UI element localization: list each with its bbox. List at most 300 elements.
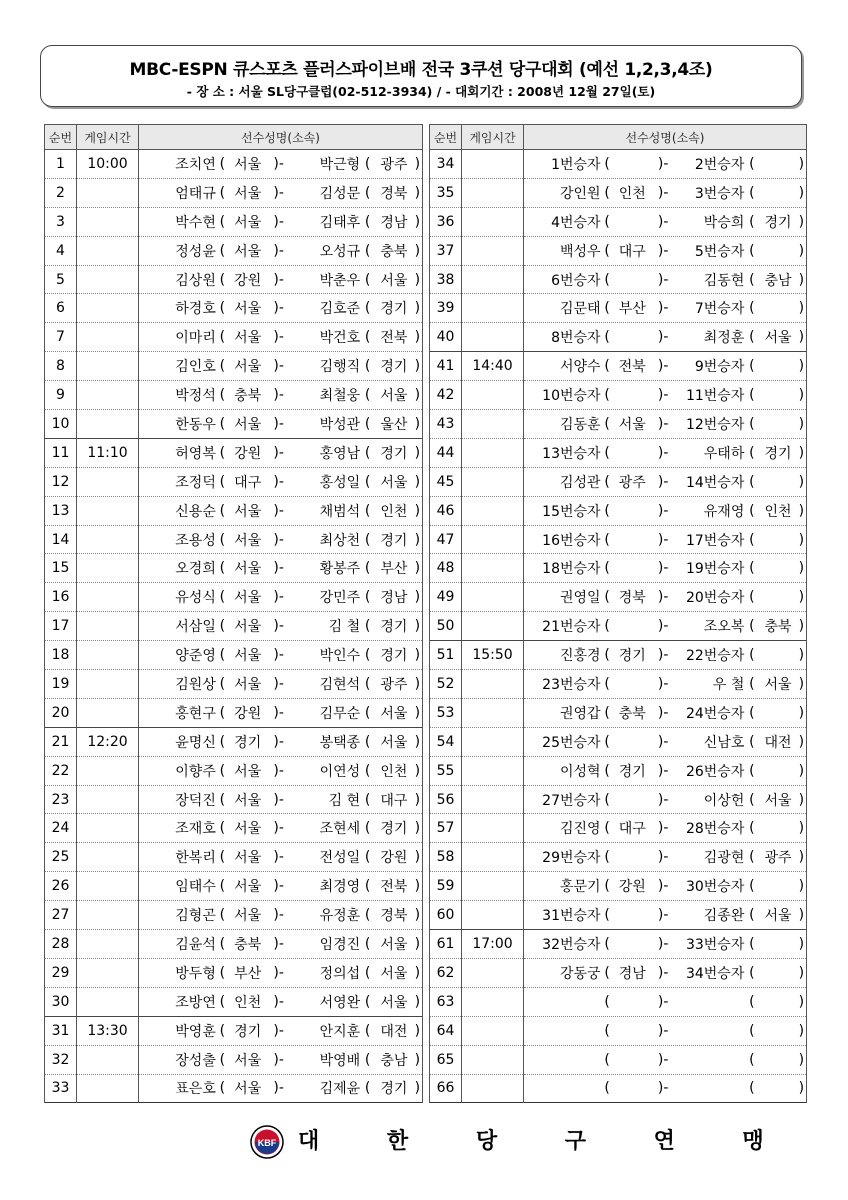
separator: )- — [657, 560, 669, 577]
paren-close: ) — [798, 993, 805, 1010]
match-number: 53 — [430, 698, 462, 727]
player-1-name: 정성윤 — [175, 243, 216, 260]
player-1-name: 오경희 — [175, 561, 216, 578]
players-cell — [524, 438, 807, 467]
players-cell — [139, 554, 423, 583]
paren-open: ( — [219, 618, 226, 635]
player-1-affiliation: 인천 — [618, 185, 646, 202]
paren-close: ) — [798, 155, 805, 172]
player-1-affiliation: 서울 — [234, 676, 262, 693]
player-2-name: 유정훈 — [319, 908, 361, 925]
player-2-affiliation: 울산 — [380, 416, 408, 433]
table-row — [45, 785, 423, 814]
game-time — [77, 814, 139, 843]
players-cell — [524, 843, 807, 872]
separator: )- — [657, 415, 669, 432]
paren-open: ( — [364, 907, 371, 924]
paren-open: ( — [219, 184, 226, 201]
paren-open: ( — [749, 329, 755, 346]
paren-close: ) — [798, 1080, 805, 1097]
game-time — [77, 352, 139, 381]
paren-open: ( — [749, 473, 755, 490]
player-2-name: 박인수 — [319, 648, 361, 665]
table-row — [45, 843, 423, 872]
players-cell — [139, 958, 423, 987]
paren-open: ( — [364, 589, 371, 606]
paren-open: ( — [749, 733, 755, 750]
match-number: 58 — [430, 843, 462, 872]
player-1-affiliation: 강원 — [234, 272, 262, 289]
game-time — [77, 1074, 139, 1103]
game-time — [462, 496, 524, 525]
paren-open: ( — [364, 531, 371, 548]
game-time — [77, 265, 139, 294]
table-row — [430, 294, 807, 323]
paren-open: ( — [749, 1051, 755, 1068]
player-1-affiliation: 서울 — [234, 850, 262, 867]
col-header-players: 선수성명(소속) — [139, 125, 423, 150]
paren-open: ( — [219, 502, 226, 519]
game-time — [462, 467, 524, 496]
player-1-name: 8번승자 — [551, 330, 601, 347]
game-time — [77, 236, 139, 265]
separator: )- — [657, 820, 669, 837]
players-cell — [139, 670, 423, 699]
table-row — [45, 178, 423, 207]
paren-close: ) — [798, 935, 805, 952]
paren-open: ( — [749, 704, 755, 721]
paren-open: ( — [604, 878, 610, 895]
player-2-affiliation: 경기 — [380, 648, 408, 665]
table-row — [430, 352, 807, 381]
game-time — [77, 381, 139, 410]
players-cell — [524, 814, 807, 843]
paren-close: ) — [414, 184, 421, 201]
game-time — [462, 294, 524, 323]
paren-open: ( — [749, 444, 755, 461]
game-time — [462, 150, 524, 179]
players-cell — [139, 612, 423, 641]
game-time — [77, 641, 139, 670]
separator: )- — [273, 358, 284, 375]
players-cell — [139, 438, 423, 467]
match-number: 26 — [45, 872, 77, 901]
player-2-affiliation: 서울 — [380, 272, 408, 289]
player-1-name: 25번승자 — [542, 734, 601, 751]
table-row — [45, 438, 423, 467]
paren-open: ( — [219, 213, 226, 230]
game-time: 14:40 — [462, 352, 524, 381]
player-2-name: 최상천 — [319, 532, 361, 549]
paren-close: ) — [798, 618, 805, 635]
player-1-name: 이마리 — [175, 330, 216, 347]
paren-open: ( — [749, 300, 755, 317]
game-time — [77, 930, 139, 959]
separator: )- — [273, 444, 284, 461]
player-2-name: 이상헌 — [703, 792, 745, 809]
table-row — [430, 438, 807, 467]
separator: )- — [273, 502, 284, 519]
separator: )- — [657, 155, 669, 172]
table-row — [430, 1016, 807, 1045]
paren-open: ( — [364, 820, 371, 837]
player-1-affiliation: 서울 — [234, 1081, 262, 1098]
players-cell — [139, 294, 423, 323]
players-cell — [524, 1074, 807, 1103]
table-row — [430, 930, 807, 959]
match-number: 31 — [45, 1016, 77, 1045]
table-row — [430, 150, 807, 179]
player-1-name: 장덕진 — [175, 792, 216, 809]
player-2-affiliation: 서울 — [764, 330, 792, 347]
player-2-affiliation: 서울 — [764, 792, 792, 809]
match-number: 66 — [430, 1074, 462, 1103]
separator: )- — [273, 791, 284, 808]
paren-close: ) — [414, 1051, 421, 1068]
table-row — [45, 1074, 423, 1103]
players-cell — [524, 583, 807, 612]
match-number: 43 — [430, 410, 462, 439]
player-1-name: 10번승자 — [542, 388, 601, 405]
paren-close: ) — [414, 1080, 421, 1097]
player-2-name: 28번승자 — [685, 821, 745, 838]
paren-close: ) — [414, 589, 421, 606]
game-time — [462, 727, 524, 756]
paren-close: ) — [414, 647, 421, 664]
paren-close: ) — [798, 791, 805, 808]
players-cell — [524, 525, 807, 554]
table-row — [45, 467, 423, 496]
separator: )- — [273, 733, 284, 750]
paren-open: ( — [219, 964, 226, 981]
paren-open: ( — [219, 733, 226, 750]
paren-close: ) — [798, 300, 805, 317]
game-time: 15:50 — [462, 641, 524, 670]
player-1-name: 허영복 — [175, 445, 216, 462]
players-cell — [139, 150, 423, 179]
match-number: 37 — [430, 236, 462, 265]
paren-close: ) — [798, 647, 805, 664]
paren-open: ( — [604, 1080, 610, 1097]
paren-open: ( — [749, 878, 755, 895]
table-row — [45, 698, 423, 727]
player-2-name: 5번승자 — [694, 243, 745, 260]
paren-open: ( — [364, 387, 371, 404]
players-cell — [524, 1016, 807, 1045]
paren-open: ( — [604, 964, 610, 981]
player-2-affiliation: 인천 — [380, 763, 408, 780]
player-1-name: 32번승자 — [542, 936, 601, 953]
player-1-name: 김성관 — [559, 474, 601, 491]
paren-close: ) — [414, 473, 421, 490]
paren-open: ( — [364, 762, 371, 779]
paren-open: ( — [604, 733, 610, 750]
separator: )- — [273, 907, 284, 924]
match-number: 64 — [430, 1016, 462, 1045]
col-header-no: 순번 — [430, 125, 462, 150]
paren-open: ( — [604, 502, 610, 519]
paren-open: ( — [364, 935, 371, 952]
paren-open: ( — [364, 791, 371, 808]
game-time — [77, 583, 139, 612]
player-1-name: 박영훈 — [175, 1023, 216, 1040]
paren-open: ( — [219, 993, 226, 1010]
player-1-affiliation: 경기 — [618, 648, 646, 665]
paren-close: ) — [414, 704, 421, 721]
match-number: 61 — [430, 930, 462, 959]
player-1-name: 신용순 — [175, 503, 216, 520]
player-2-name: 김 현 — [328, 792, 361, 809]
separator: )- — [273, 935, 284, 952]
table-row — [45, 901, 423, 930]
player-1-name: 조방연 — [175, 994, 216, 1011]
player-1-name: 김문태 — [559, 301, 601, 318]
match-number: 3 — [45, 207, 77, 236]
paren-open: ( — [604, 762, 610, 779]
paren-open: ( — [219, 878, 226, 895]
player-1-name: 하경호 — [175, 301, 216, 318]
paren-open: ( — [219, 820, 226, 837]
player-2-name: 정의섭 — [319, 965, 361, 982]
game-time — [77, 496, 139, 525]
player-1-affiliation: 충북 — [618, 705, 646, 722]
paren-open: ( — [749, 993, 755, 1010]
player-1-affiliation: 경기 — [234, 1023, 262, 1040]
game-time — [77, 410, 139, 439]
player-2-name: 김현석 — [319, 676, 361, 693]
paren-open: ( — [604, 531, 610, 548]
paren-close: ) — [798, 358, 805, 375]
players-cell — [524, 467, 807, 496]
players-cell — [139, 496, 423, 525]
players-cell — [524, 698, 807, 727]
match-number: 20 — [45, 698, 77, 727]
players-cell — [524, 727, 807, 756]
paren-open: ( — [749, 762, 755, 779]
paren-open: ( — [604, 1022, 610, 1039]
game-time — [462, 410, 524, 439]
game-time — [462, 612, 524, 641]
paren-open: ( — [749, 935, 755, 952]
table-row — [45, 265, 423, 294]
paren-open: ( — [749, 213, 755, 230]
table-row — [45, 583, 423, 612]
separator: )- — [273, 387, 284, 404]
separator: )- — [657, 647, 669, 664]
players-cell — [139, 987, 423, 1016]
separator: )- — [657, 849, 669, 866]
game-time — [462, 438, 524, 467]
game-time — [77, 698, 139, 727]
paren-close: ) — [798, 907, 805, 924]
player-1-name: 홍현구 — [175, 705, 216, 722]
table-row — [430, 178, 807, 207]
player-2-name: 김종완 — [703, 908, 745, 925]
match-number: 42 — [430, 381, 462, 410]
player-2-affiliation: 경남 — [380, 214, 408, 231]
player-1-affiliation: 전북 — [618, 359, 646, 376]
paren-close: ) — [798, 213, 805, 230]
table-row — [45, 1016, 423, 1045]
game-time — [462, 987, 524, 1016]
paren-open: ( — [219, 329, 226, 346]
table-row — [430, 583, 807, 612]
paren-open: ( — [749, 242, 755, 259]
paren-open: ( — [749, 560, 755, 577]
separator: )- — [273, 271, 284, 288]
player-2-name: 김태후 — [319, 214, 361, 231]
paren-open: ( — [364, 213, 371, 230]
players-cell — [139, 1016, 423, 1045]
game-time — [462, 1074, 524, 1103]
table-row — [430, 670, 807, 699]
table-row — [45, 294, 423, 323]
game-time — [77, 294, 139, 323]
player-2-affiliation: 광주 — [380, 156, 408, 173]
paren-open: ( — [219, 155, 226, 172]
paren-open: ( — [219, 935, 226, 952]
player-2-affiliation: 경북 — [380, 185, 408, 202]
paren-open: ( — [604, 444, 610, 461]
player-2-name: 박승희 — [703, 214, 745, 231]
player-1-affiliation: 서울 — [234, 763, 262, 780]
paren-close: ) — [414, 849, 421, 866]
paren-open: ( — [364, 647, 371, 664]
player-2-name: 33번승자 — [685, 936, 745, 953]
paren-close: ) — [798, 1051, 805, 1068]
players-cell — [524, 901, 807, 930]
player-1-affiliation: 서울 — [234, 619, 262, 636]
player-2-name: 11번승자 — [685, 388, 745, 405]
separator: )- — [273, 762, 284, 779]
paren-open: ( — [364, 1080, 371, 1097]
player-1-affiliation: 경기 — [234, 734, 262, 751]
game-time — [462, 756, 524, 785]
table-row — [430, 467, 807, 496]
paren-open: ( — [219, 1080, 226, 1097]
paren-open: ( — [749, 647, 755, 664]
players-cell — [524, 178, 807, 207]
players-cell — [139, 352, 423, 381]
match-number: 18 — [45, 641, 77, 670]
player-1-name: 백성우 — [559, 243, 601, 260]
match-number: 14 — [45, 525, 77, 554]
paren-close: ) — [798, 387, 805, 404]
players-cell — [139, 814, 423, 843]
match-number: 49 — [430, 583, 462, 612]
game-time — [462, 843, 524, 872]
paren-open: ( — [364, 242, 371, 259]
player-2-name: 박건호 — [319, 330, 361, 347]
paren-open: ( — [219, 415, 226, 432]
player-1-affiliation: 서울 — [234, 330, 262, 347]
player-1-name: 권영일 — [559, 590, 601, 607]
player-1-name: 박정석 — [175, 388, 216, 405]
separator: )- — [273, 184, 284, 201]
game-time — [77, 467, 139, 496]
player-2-name: 이연성 — [319, 763, 361, 780]
paren-open: ( — [219, 907, 226, 924]
paren-open: ( — [604, 271, 610, 288]
table-row — [45, 814, 423, 843]
paren-open: ( — [749, 618, 755, 635]
players-cell — [139, 698, 423, 727]
separator: )- — [657, 618, 669, 635]
player-1-affiliation: 부산 — [618, 301, 646, 318]
match-number: 4 — [45, 236, 77, 265]
table-row — [430, 958, 807, 987]
match-number: 62 — [430, 958, 462, 987]
player-2-name: 9번승자 — [694, 359, 745, 376]
separator: )- — [273, 1080, 284, 1097]
player-2-affiliation: 서울 — [380, 734, 408, 751]
players-cell — [139, 525, 423, 554]
match-number: 38 — [430, 265, 462, 294]
separator: )- — [273, 560, 284, 577]
players-cell — [139, 901, 423, 930]
player-1-name: 이성혁 — [559, 763, 601, 780]
player-1-affiliation: 서울 — [234, 503, 262, 520]
match-number: 7 — [45, 323, 77, 352]
player-2-name: 19번승자 — [685, 561, 745, 578]
player-1-affiliation: 서울 — [234, 156, 262, 173]
separator: )- — [657, 1080, 669, 1097]
separator: )- — [657, 1022, 669, 1039]
table-row — [430, 901, 807, 930]
game-time — [77, 756, 139, 785]
game-time: 10:00 — [77, 150, 139, 179]
match-number: 15 — [45, 554, 77, 583]
game-time — [462, 554, 524, 583]
player-2-affiliation: 서울 — [380, 388, 408, 405]
separator: )- — [273, 993, 284, 1010]
table-row — [430, 236, 807, 265]
player-2-affiliation: 서울 — [764, 676, 792, 693]
match-number: 11 — [45, 438, 77, 467]
paren-open: ( — [219, 387, 226, 404]
separator: )- — [273, 300, 284, 317]
player-1-name: 한복리 — [175, 850, 216, 867]
paren-open: ( — [364, 675, 371, 692]
player-1-name: 윤명신 — [175, 734, 216, 751]
paren-close: ) — [414, 300, 421, 317]
player-1-name: 임태수 — [175, 879, 216, 896]
player-1-affiliation: 서울 — [234, 301, 262, 318]
player-2-affiliation: 광주 — [764, 850, 792, 867]
player-2-affiliation: 충북 — [380, 243, 408, 260]
player-2-name: 김행직 — [319, 359, 361, 376]
game-time: 13:30 — [77, 1016, 139, 1045]
player-2-affiliation: 서울 — [380, 994, 408, 1011]
logo-text: KBF — [257, 1138, 277, 1148]
match-number: 36 — [430, 207, 462, 236]
separator: )- — [657, 1051, 669, 1068]
player-2-name: 김성문 — [319, 185, 361, 202]
player-1-affiliation: 강원 — [234, 445, 262, 462]
col-header-time: 게임시간 — [77, 125, 139, 150]
paren-open: ( — [749, 531, 755, 548]
paren-open: ( — [749, 358, 755, 375]
player-2-name: 오성규 — [319, 243, 361, 260]
player-2-name: 22번승자 — [685, 648, 745, 665]
paren-open: ( — [749, 155, 755, 172]
player-1-name: 강인원 — [559, 185, 601, 202]
match-number: 23 — [45, 785, 77, 814]
separator: )- — [657, 387, 669, 404]
table-row — [430, 410, 807, 439]
match-number: 51 — [430, 641, 462, 670]
table-body-left — [45, 150, 423, 1103]
